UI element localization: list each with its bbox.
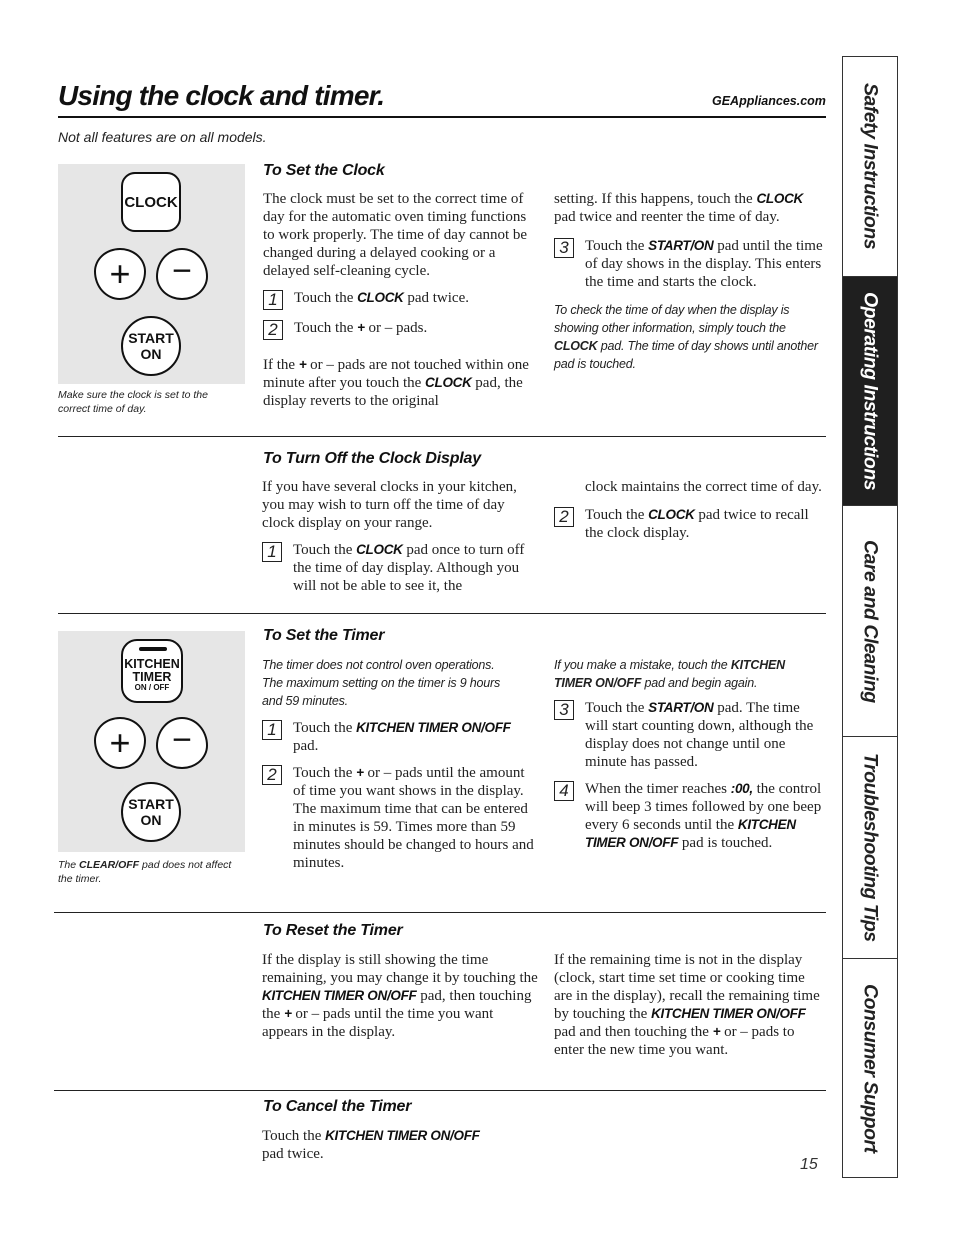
set-clock-heading: To Set the Clock [263,162,385,179]
set-timer-note: The timer does not control oven operations. The maximum setting on the timer is 9 hours and 59 minutes. [262,658,501,708]
sidebar-tab-safety-instructions[interactable]: Safety Instructions [843,57,897,277]
sidebar-tab-troubleshooting-tips[interactable]: Troubleshooting Tips [843,737,897,959]
page-number: 15 [800,1156,818,1173]
kitchen-timer-pad: KITCHEN TIMER ON / OFF [121,639,183,703]
turn-off-continued: clock maintains the correct time of day. [585,479,822,495]
page-title: Using the clock and timer. [58,80,385,111]
step-number: 1 [263,290,283,310]
sidebar-tab-care-and-cleaning[interactable]: Care and Cleaning [843,506,897,737]
section-divider [58,613,826,614]
clock-keypad-illustration [58,164,245,384]
title-divider [58,116,826,118]
sidebar-tab-consumer-support[interactable]: Consumer Support [859,983,882,1153]
step-number: 2 [554,507,574,527]
page-subtitle: Not all features are on all models. [58,129,267,145]
clock-pad: CLOCK [121,172,181,232]
step-number: 1 [262,542,282,562]
start-on-pad: START ON [121,782,181,842]
set-clock-column-1 [263,190,535,410]
cancel-timer-heading: To Cancel the Timer [263,1098,412,1115]
turn-off-step-1: 1 Touch the CLOCK pad once to turn off the time of day display. Although you will not be able to see it, the [262,541,534,595]
turn-off-intro: If you have several clocks in your kitchen, you may wish to turn off the time of day clock display on your range. [262,479,517,531]
section-sidebar [842,56,898,1178]
turn-off-heading: To Turn Off the Clock Display [263,450,481,467]
set-timer-mistake-note: If you make a mistake, touch the KITCHEN TIMER ON/OFF pad and begin again. [554,658,785,690]
plus-pad: + [94,248,146,300]
minus-pad: − [156,717,208,769]
set-clock-intro: The clock must be set to the correct time of day for the automatic oven timing functions to work properly. The time of day cannot be changed during a delayed cooking or a delayed self-cleaning cycle. [263,191,528,279]
set-clock-tip: To check the time of day when the display is showing other information, simply touch the CLOCK pad. The time of day shows until another pad is touched. [554,303,818,371]
set-timer-column-2 [554,656,826,852]
section-divider [58,436,826,437]
section-divider [54,912,826,913]
set-timer-column-1 [262,656,534,872]
set-timer-step-4: 4 When the timer reaches :00, the control will beep 3 times followed by one beep every 6 seconds until the KITCHEN TIMER ON/OFF pad is touched. [554,780,826,852]
timer-keypad-caption: The CLEAR/OFF pad does not affect the timer. [58,859,232,885]
website-label: GEAppliances.com [712,94,826,108]
cancel-timer-text: Touch the KITCHEN TIMER ON/OFF pad twice. [262,1128,480,1162]
step-number: 4 [554,781,574,801]
set-clock-step-1: 1 Touch the CLOCK pad twice. [263,289,535,310]
set-timer-heading: To Set the Timer [263,627,385,644]
plus-pad: + [94,717,146,769]
step-number: 2 [263,320,283,340]
timer-indicator-light [139,647,167,651]
set-timer-step-3: 3 Touch the START/ON pad. The time will start counting down, although the display does not change until one minute has passed. [554,699,826,771]
set-clock-continued: setting. If this happens, touch the CLOCK pad twice and reenter the time of day. [554,191,803,225]
reset-timer-heading: To Reset the Timer [263,922,403,939]
step-number: 2 [262,765,282,785]
clock-keypad-caption: Make sure the clock is set to the correct time of day. [58,389,208,415]
turn-off-column-1 [262,478,534,595]
minus-pad: − [156,248,208,300]
reset-timer-column-1: If the display is still showing the time remaining, you may change it by touching the KITCHEN TIMER ON/OFF pad, then touching the + or – pads until the time you want appears in the display. [262,952,538,1040]
turn-off-column-2 [554,478,826,542]
set-clock-timeout-note: If the + or – pads are not touched within one minute after you touch the CLOCK pad, the display reverts to the original [263,357,529,409]
turn-off-step-2: 2 Touch the CLOCK pad twice to recall the clock display. [554,506,826,542]
step-number: 3 [554,700,574,720]
set-clock-step-3: 3 Touch the START/ON pad until the time of day shows in the display. This enters the time and starts the clock. [554,237,826,291]
set-timer-step-2: 2 Touch the + or – pads until the amount of time you want shows in the display. The maximum time that can be entered in minutes is 59. Times more than 59 minutes should be changed to hours and minutes. [262,764,534,872]
reset-timer-column-2: If the remaining time is not in the display (clock, start time set time or cooking time are in the display), recall the remaining time by touching the KITCHEN TIMER ON/OFF pad and then touching the + or – pads to enter the new time you want. [554,952,820,1058]
start-on-pad: START ON [121,316,181,376]
set-clock-step-2: 2 Touch the + or – pads. [263,319,535,340]
set-timer-step-1: 1 Touch the KITCHEN TIMER ON/OFF pad. [262,719,534,755]
set-clock-column-2 [554,190,826,373]
timer-keypad-illustration [58,631,245,852]
section-divider [54,1090,826,1091]
sidebar-tab-operating-instructions[interactable]: Operating Instructions [843,277,897,506]
step-number: 1 [262,720,282,740]
step-number: 3 [554,238,574,258]
